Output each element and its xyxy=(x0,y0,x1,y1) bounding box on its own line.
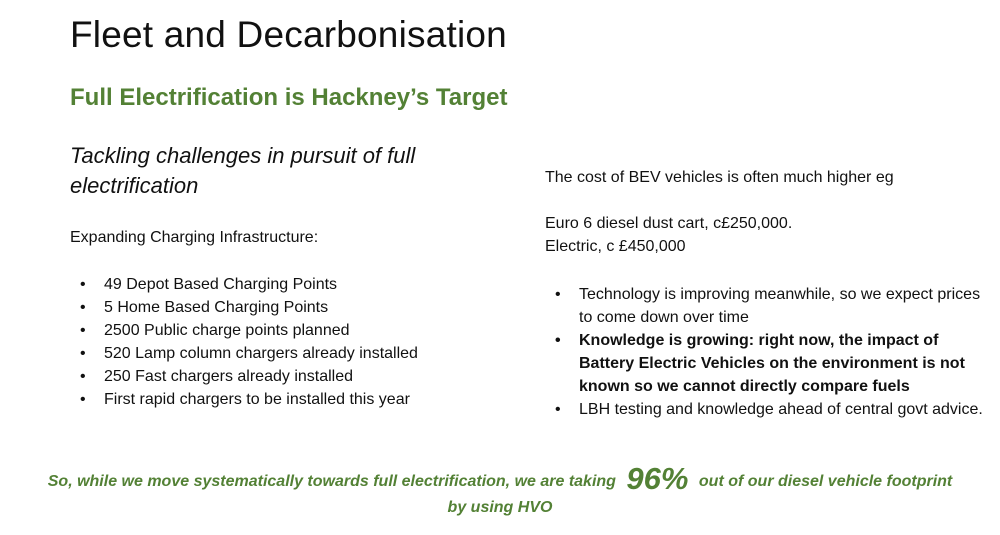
list-item: • First rapid chargers to be installed this year xyxy=(72,388,418,411)
list-item: • 5 Home Based Charging Points xyxy=(72,296,418,319)
list-item: • 520 Lamp column chargers already installed xyxy=(72,342,418,365)
infrastructure-label: Expanding Charging Infrastructure: xyxy=(70,229,319,246)
footer-highlight: 96% xyxy=(626,461,689,496)
list-item: • Technology is improving meanwhile, so we expect prices to come down over time xyxy=(547,283,987,329)
electric-cost-line: Electric, c £450,000 xyxy=(545,238,686,255)
cost-intro: The cost of BEV vehicles is often much higher eg xyxy=(545,169,894,186)
list-item-bold: • Knowledge is growing: right now, the impact of Battery Electric Vehicles on the environment is not known so we cannot directly compare fuels xyxy=(547,329,987,398)
subtitle: Full Electrification is Hackney’s Target xyxy=(70,84,508,111)
diesel-cost-line: Euro 6 diesel dust cart, c£250,000. xyxy=(545,215,793,232)
footer-text-before: So, while we move systematically towards full electrification, we are taking xyxy=(47,473,616,490)
list-item: • LBH testing and knowledge ahead of central govt advice. xyxy=(547,398,987,421)
page-title: Fleet and Decarbonisation xyxy=(70,14,507,55)
list-item: • 2500 Public charge points planned xyxy=(72,319,418,342)
footer-text-after: out of our diesel vehicle footprint by using HVO xyxy=(447,473,953,516)
charging-points-list xyxy=(72,273,418,411)
list-item: • 49 Depot Based Charging Points xyxy=(72,273,418,296)
list-item: • 250 Fast chargers already installed xyxy=(72,365,418,388)
footer-statement xyxy=(40,461,960,521)
considerations-list xyxy=(547,283,987,421)
section-heading: Tackling challenges in pursuit of full electrification xyxy=(70,143,416,198)
